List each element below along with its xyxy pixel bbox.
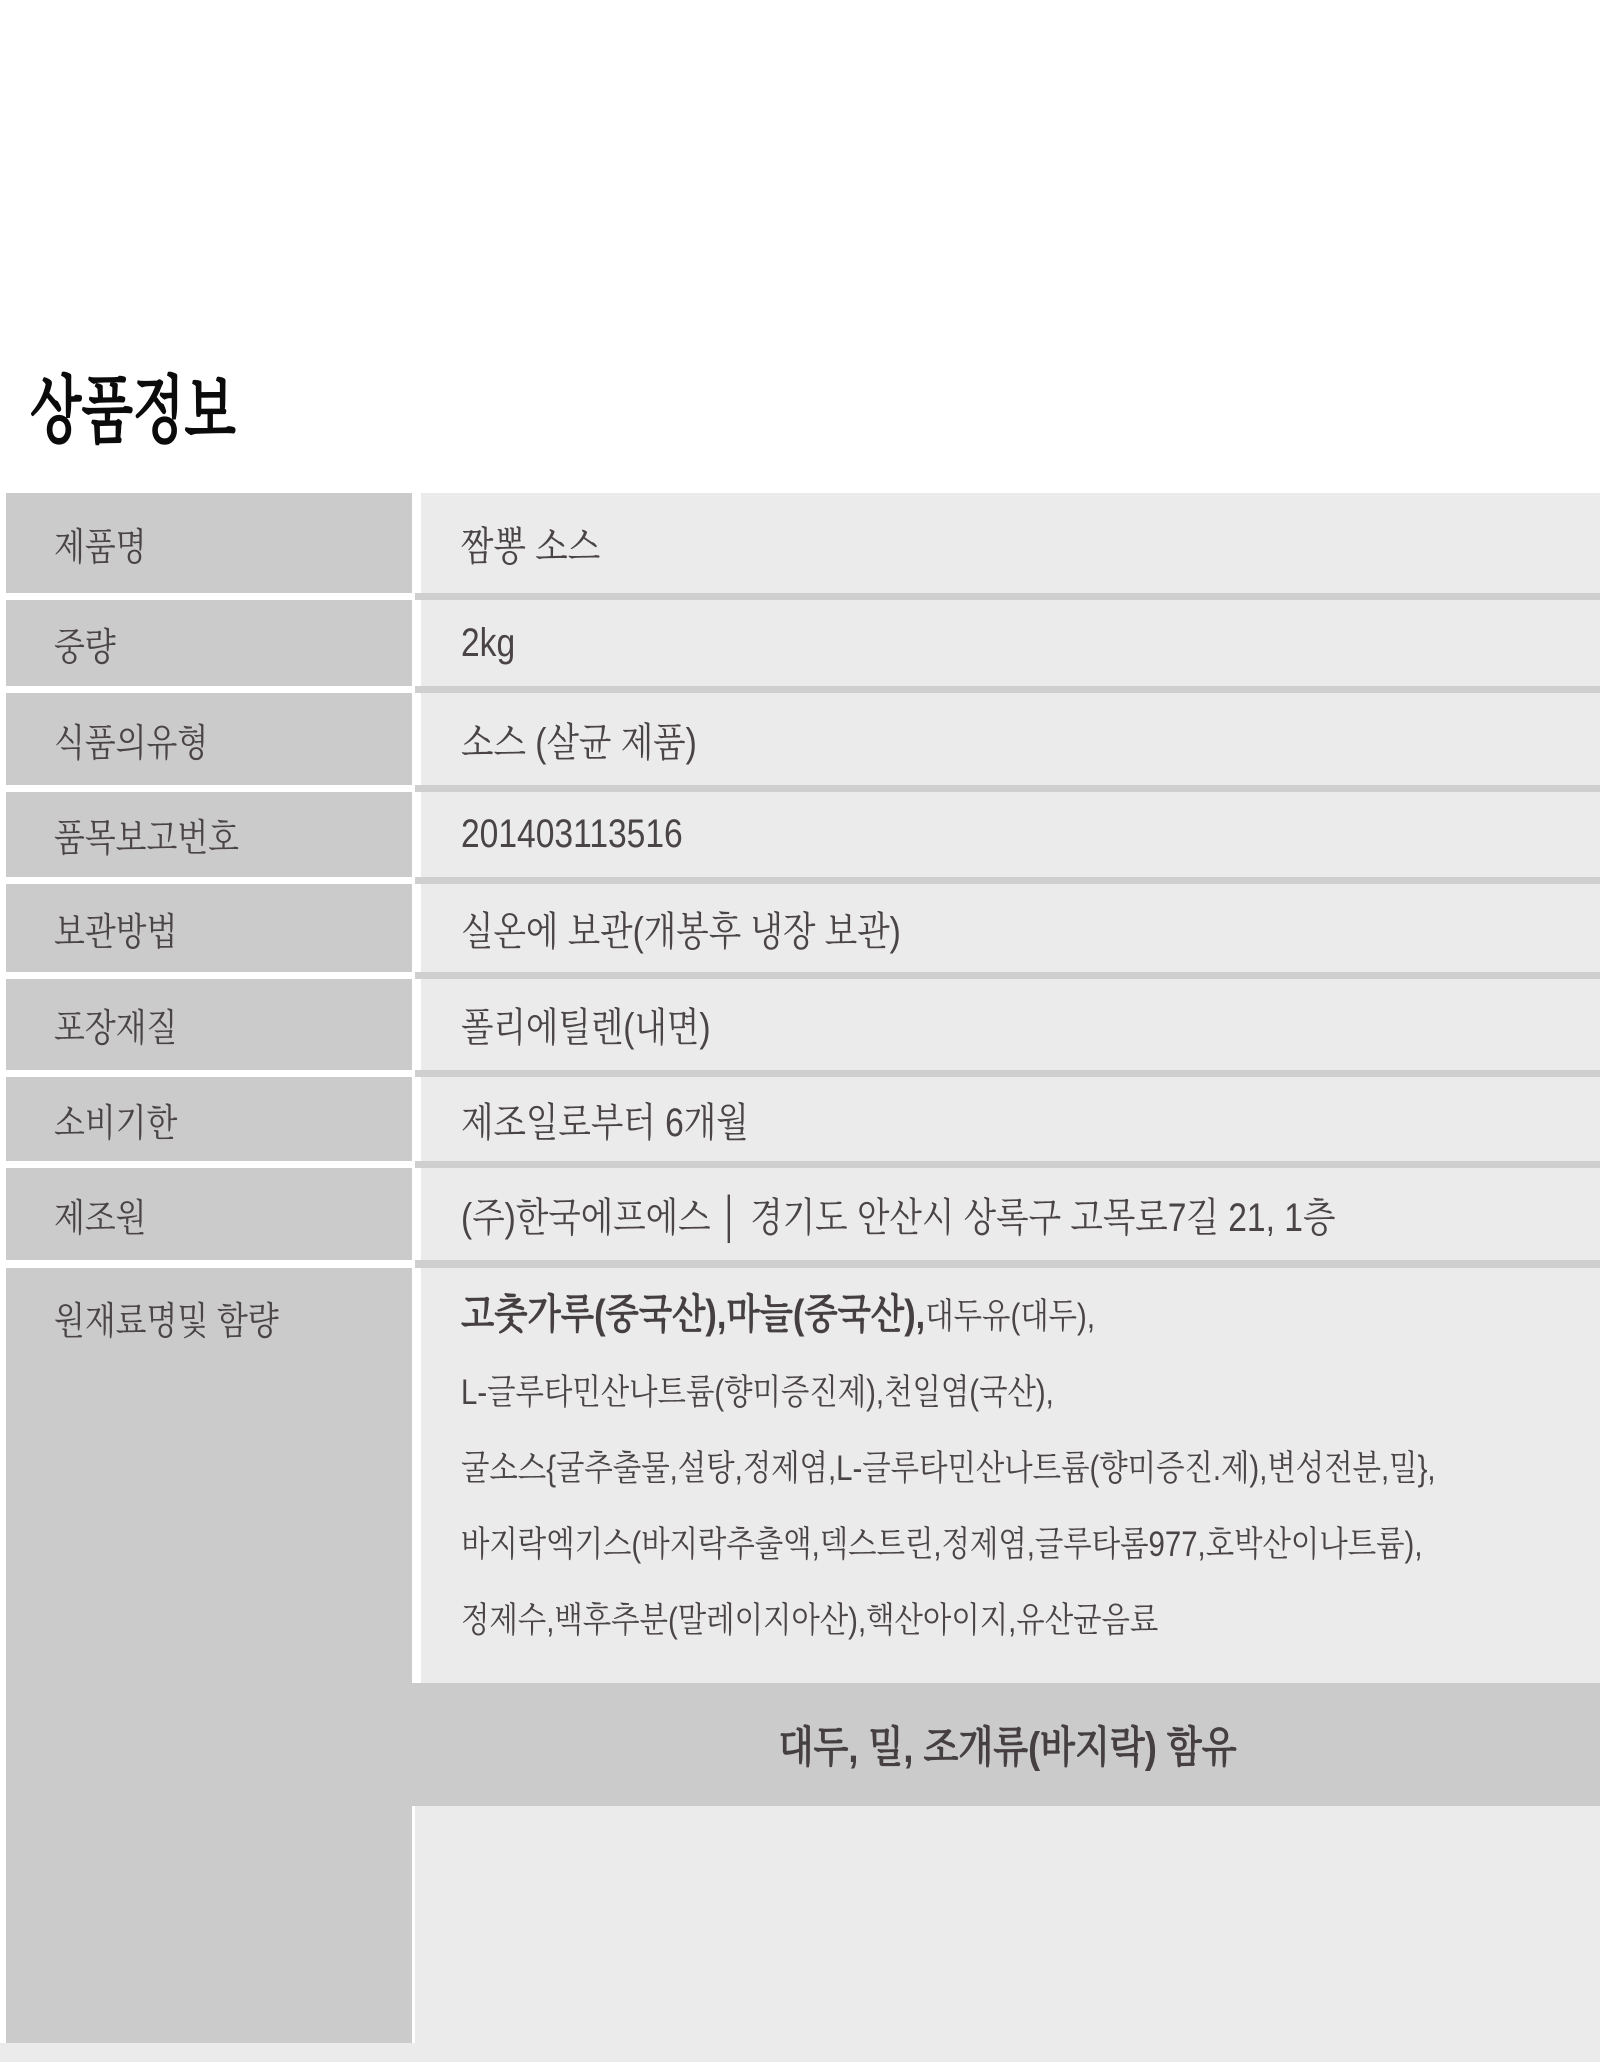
row-divider [415,1161,1600,1168]
value-cell-product-name [421,493,1600,593]
value-cell-packaging-material [421,979,1600,1070]
ingredients-line-1-bold: 고춧가루(중국산),마늘(중국산), [461,1291,926,1337]
ingredients-line-2: L-글루타민산나트륨(향미증진제),천일염(국산), [461,1373,1054,1412]
label-ingredients: 원재료명및 함량 [54,1301,279,1343]
row-divider [415,1070,1600,1077]
label-weight: 중량 [54,626,116,669]
table-row-storage-method [6,884,1600,972]
label-cell-ingredients [6,1268,412,1683]
row-divider [415,785,1600,792]
label-cell-storage-method [6,884,412,972]
value-packaging-material: 폴리에틸렌(내면) [461,1006,711,1050]
value-shelf-life: 제조일로부터 6개월 [461,1100,749,1145]
value-cell-weight [421,600,1600,686]
table-row-food-type [6,693,1600,785]
label-cell-product-name [6,493,412,593]
column-gap [412,979,421,1070]
empty-label-cell [6,1806,412,2043]
value-manufacturer: (주)한국에프에스 │ 경기도 안산시 상록구 고목로7길 21, 1층 [461,1195,1336,1240]
ingredients-line-1-rest: 대두유(대두), [925,1297,1096,1336]
table-row-shelf-life [6,1077,1600,1161]
table-row-packaging-material [6,979,1600,1070]
value-cell-ingredients [421,1268,1600,1683]
value-product-name: 짬뽕 소스 [461,524,601,569]
label-cell-weight [6,600,412,686]
row-divider [415,877,1600,884]
label-cell-food-type [6,693,412,785]
table-row-ingredients [6,1268,1600,1683]
value-food-type: 소스 (살균 제품) [461,720,697,765]
value-cell-storage-method [421,884,1600,972]
value-item-report-number: 201403113516 [461,812,683,856]
allergen-notice: 대두, 밀, 조개류(바지락) 함유 [778,1724,1237,1772]
table-row-product-name [6,493,1600,593]
table-row-item-report-number [6,792,1600,877]
row-divider [415,593,1600,600]
ingredients-line-3: 굴소스{굴추출물,설탕,정제염,L-글루타민산나트륨(향미증진.제),변성전분,밀}, [461,1449,1436,1488]
column-gap [412,1168,421,1260]
bottom-strip [0,2043,1600,2062]
column-gap [412,1077,421,1161]
column-gap [412,493,421,593]
value-cell-item-report-number [421,792,1600,877]
table-row-manufacturer [6,1168,1600,1260]
column-gap [412,884,421,972]
row-divider [415,972,1600,979]
label-item-report-number: 품목보고번호 [54,818,240,860]
ingredients-line-4: 바지락엑기스(바지락추출액,덱스트린,정제염,글루타롬977,호박산이나트륨), [461,1525,1423,1564]
value-cell-manufacturer [421,1168,1600,1260]
column-gap [412,1268,421,1683]
ingredients-line-5: 정제수,백후추분(말레이지아산),핵산아이지,유산균음료 [461,1601,1159,1640]
label-manufacturer: 제조원 [54,1197,147,1240]
row-divider [415,686,1600,693]
page-title: 상품정보 [30,369,236,452]
label-packaging-material: 포장재질 [54,1008,178,1050]
column-gap [412,600,421,686]
label-food-type: 식품의유형 [54,722,209,765]
ingredients-line-1 [461,1276,1600,1355]
label-storage-method: 보관방법 [54,911,178,954]
label-cell-shelf-life [6,1077,412,1161]
empty-value-cell [415,1806,1600,2062]
value-weight: 2kg [461,620,516,665]
table-row-weight [6,600,1600,686]
allergen-band [6,1683,1600,1806]
value-cell-food-type [421,693,1600,785]
label-shelf-life: 소비기한 [54,1102,178,1145]
value-storage-method: 실온에 보관(개봉후 냉장 보관) [461,909,901,954]
row-divider [415,1260,1600,1268]
label-cell-item-report-number [6,792,412,877]
label-cell-packaging-material [6,979,412,1070]
column-gap [412,792,421,877]
label-cell-manufacturer [6,1168,412,1260]
column-gap [412,693,421,785]
value-cell-shelf-life [421,1077,1600,1161]
label-product-name: 제품명 [54,526,147,569]
